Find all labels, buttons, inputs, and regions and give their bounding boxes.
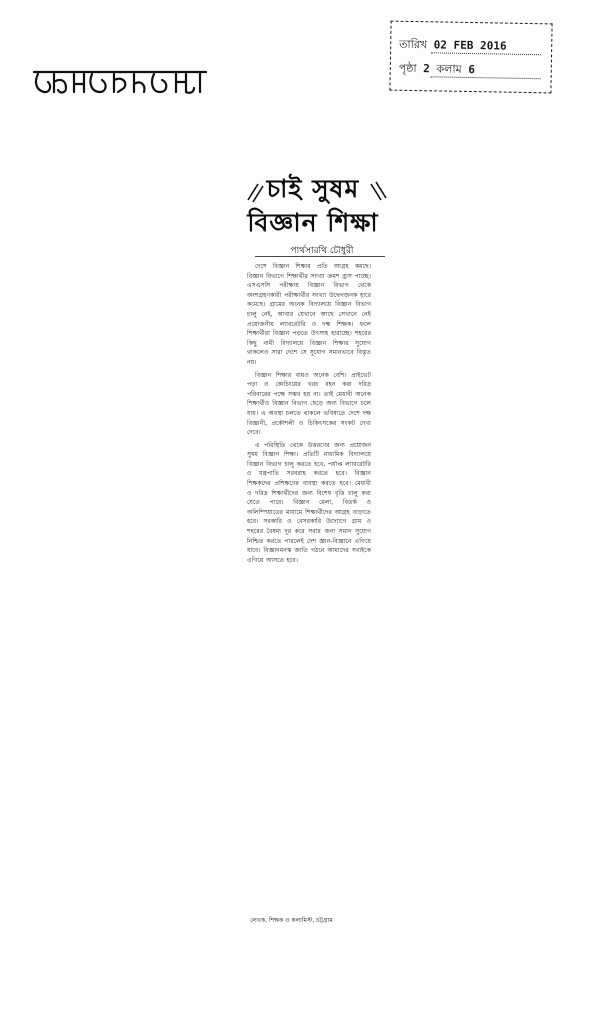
byline-rule: [255, 256, 385, 257]
article-paragraph: দেশে বিজ্ঞান শিক্ষার প্রতি আগ্রহ কমছে। বিজ্ঞান বিভাগে শিক্ষার্থীর সংখ্যা ক্রমশ হ্রাস পাচ্ছে। এসএসসি পরীক্ষায় বিজ্ঞান বিভাগ থেকে অংশগ্রহণকারী পরীক্ষার্থীর সংখ্যা উদ্বেগজনক হারে কমেছে। গ্রামের অনেক বিদ্যালয়ে বিজ্ঞান বিভাগ চালু নেই, আবার যেখানে আছে সেখানে নেই প্রয়োজনীয় ল্যাবরেটরি ও দক্ষ শিক্ষক। ফলে শিক্ষার্থীরা বিজ্ঞান পড়তে উৎসাহ হারাচ্ছে। শহরের কিছু নামী বিদ্যালয়ে বিজ্ঞান শিক্ষার সুযোগ থাকলেও সারা দেশে সে সুযোগ সমানভাবে বিস্তৃত নয়।: [247, 263, 371, 366]
article-paragraph: এ পরিস্থিতি থেকে উত্তরণের জন্য প্রয়োজন সুষম বিজ্ঞান শিক্ষা। প্রতিটি মাধ্যমিক বিদ্যালয়ে বিজ্ঞান বিভাগ চালু করতে হবে, পর্যাপ্ত ল্যাবরেটরি ও যন্ত্রপাতি সরবরাহ করতে হবে। বিজ্ঞান শিক্ষকদের প্রশিক্ষণের ব্যবস্থা করতে হবে। মেধাবী ও দরিদ্র শিক্ষার্থীদের জন্য বিশেষ বৃত্তি চালু করা যেতে পারে। বিজ্ঞান মেলা, বিতর্ক ও অলিম্পিয়াডের মাধ্যমে শিক্ষার্থীদের আগ্রহ বাড়াতে হবে। সরকারি ও বেসরকারি উদ্যোগে গ্রাম ও শহরের বৈষম্য দূর করে সবার জন্য সমান সুযোগ নিশ্চিত করতে পারলেই দেশ জ্ঞান-বিজ্ঞানে এগিয়ে যাবে। বিজ্ঞানমনস্ক জাতি গঠনে আমাদের সবাইকে এগিয়ে আসতে হবে।: [247, 441, 371, 564]
stamp-date-value: 02 FEB 2016: [433, 38, 507, 53]
article-byline: পার্থসারথি চৌধুরী: [290, 246, 354, 256]
stamp-date-label: তারিখ: [399, 37, 428, 52]
article-paragraph: বিজ্ঞান শিক্ষার ব্যয়ও অনেক বেশি। প্রাইভেট পড়া ও কোচিংয়ের খরচ বহন করা দরিদ্র পরিবারের পক্ষে সম্ভব হয় না। তাই মেধাবী অনেক শিক্ষার্থীও বিজ্ঞান বিভাগ ছেড়ে অন্য বিভাগে চলে যায়। এ অবস্থা চলতে থাকলে ভবিষ্যতে দেশে দক্ষ বিজ্ঞানী, প্রকৌশলী ও চিকিৎসকের সংকট দেখা দেবে।: [247, 371, 371, 437]
headline-line-1: চাই সুষম: [266, 174, 360, 203]
stamp-column-value: 6: [468, 62, 476, 77]
article-body: [247, 262, 371, 914]
date-stamp: [389, 21, 552, 94]
stamp-column-label: কলাম: [436, 62, 462, 76]
article-author-credit: লেখক, শিক্ষক ও কলামিস্ট, চট্টগ্রাম: [250, 917, 333, 924]
article-headline: [238, 172, 388, 240]
stamp-page-label: পৃষ্ঠা: [398, 61, 417, 76]
newspaper-masthead-logo: [30, 62, 210, 98]
headline-line-2: বিজ্ঞান শিক্ষা: [247, 208, 379, 237]
stamp-page-value: 2: [423, 62, 430, 76]
